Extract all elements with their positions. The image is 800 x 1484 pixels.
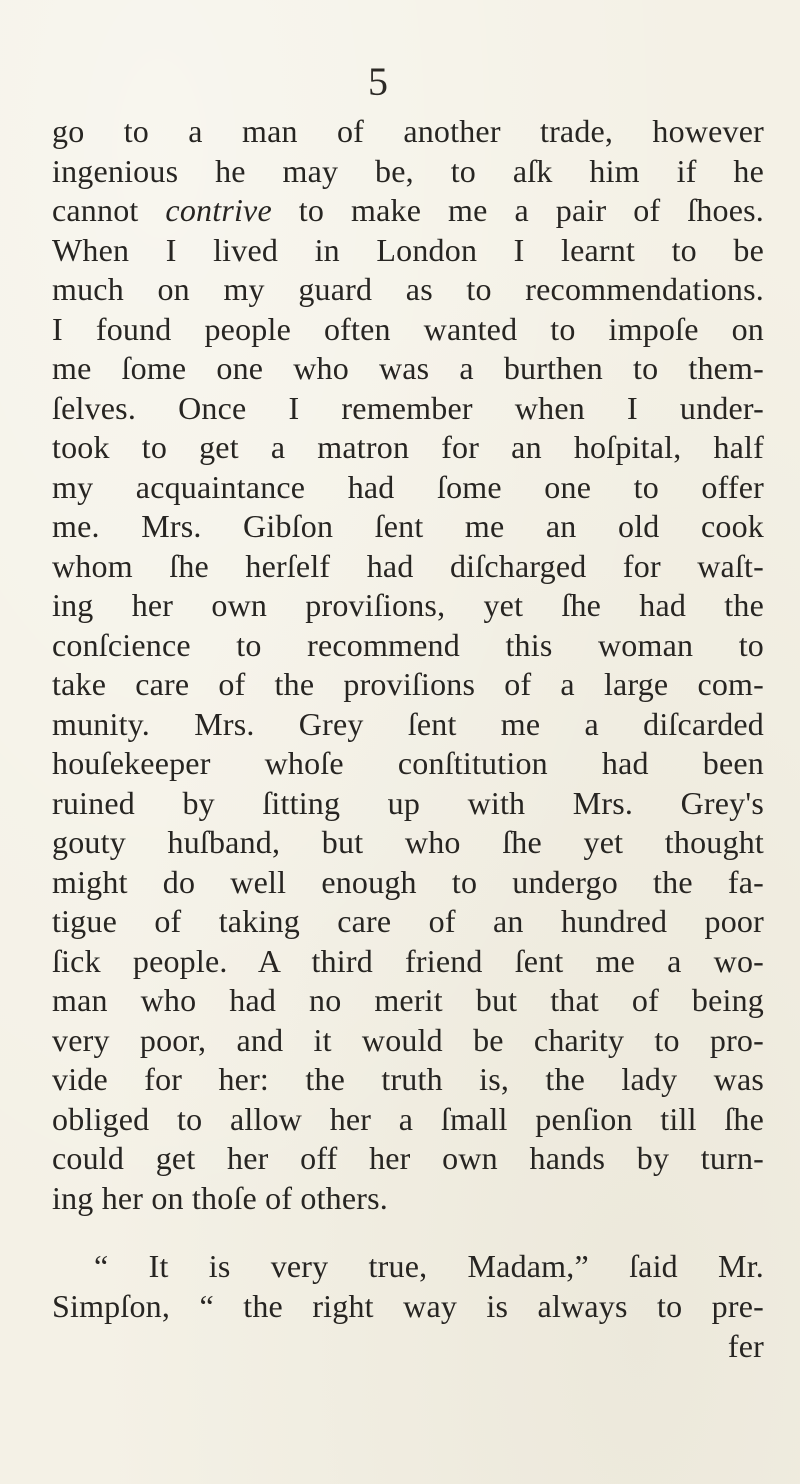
text-line: Simpſon, “ the right way is always to pre-: [52, 1288, 764, 1324]
text-line: ingenious he may be, to aſk him if he: [52, 152, 764, 189]
page-number: 5: [368, 59, 388, 104]
text-line: ſick people. A third friend ſent me a wo-: [52, 942, 764, 979]
paragraph-gap: [52, 1218, 764, 1246]
text-line: When I lived in London I learnt to be: [52, 231, 764, 268]
text-line: gouty huſband, but who ſhe yet thought: [52, 824, 764, 860]
paragraph-2: [52, 1246, 764, 1366]
text-line: ruined by ſitting up with Mrs. Grey's: [52, 784, 764, 821]
text-line: much on my guard as to recommendations.: [52, 271, 764, 307]
text-line: ing her on thoſe of others.: [52, 1179, 388, 1216]
text-line: munity. Mrs. Grey ſent me a diſcarded: [52, 705, 764, 742]
text-line: very poor, and it would be charity to pro-: [52, 1021, 764, 1058]
text-line: me. Mrs. Gibſon ſent me an old cook: [52, 508, 764, 544]
text-line: I found people often wanted to impoſe on: [52, 310, 764, 347]
text-line: ſelves. Once I remember when I under-: [52, 389, 764, 426]
body-text: [52, 112, 764, 1366]
text-segment: cannot: [52, 192, 166, 228]
text-line: vide for her: the truth is, the lady was: [52, 1061, 764, 1097]
text-line: took to get a matron for an hoſpital, half: [52, 429, 764, 465]
paragraph-1: [52, 112, 764, 1218]
text-segment: to make me a pair of ſhoes.: [271, 192, 764, 228]
text-line: man who had no merit but that of being: [52, 982, 764, 1018]
catchword: fer: [727, 1328, 764, 1364]
text-line: ing her own proviſions, yet ſhe had the: [52, 587, 764, 623]
text-line-with-italic: [52, 191, 764, 231]
text-line: my acquaintance had ſome one to offer: [52, 468, 764, 505]
text-line: go to a man of another trade, however: [52, 113, 764, 149]
text-line: obliged to allow her a ſmall penſion till ſhe: [52, 1100, 764, 1137]
text-line: houſekeeper whoſe conſtitution had been: [52, 745, 764, 781]
text-line: “ It is very true, Madam,” ſaid Mr.: [94, 1248, 764, 1284]
text-line: conſcience to recommend this woman to: [52, 626, 764, 663]
text-line: might do well enough to undergo the fa-: [52, 863, 764, 900]
text-line: tigue of taking care of an hundred poor: [52, 903, 764, 939]
text-line: me ſome one who was a burthen to them-: [52, 350, 764, 386]
text-line: take care of the proviſions of a large com-: [52, 666, 764, 702]
italic-word: contrive: [165, 192, 272, 228]
text-line: could get her off her own hands by turn-: [52, 1140, 764, 1176]
text-line: whom ſhe herſelf had diſcharged for waſt-: [52, 547, 764, 584]
